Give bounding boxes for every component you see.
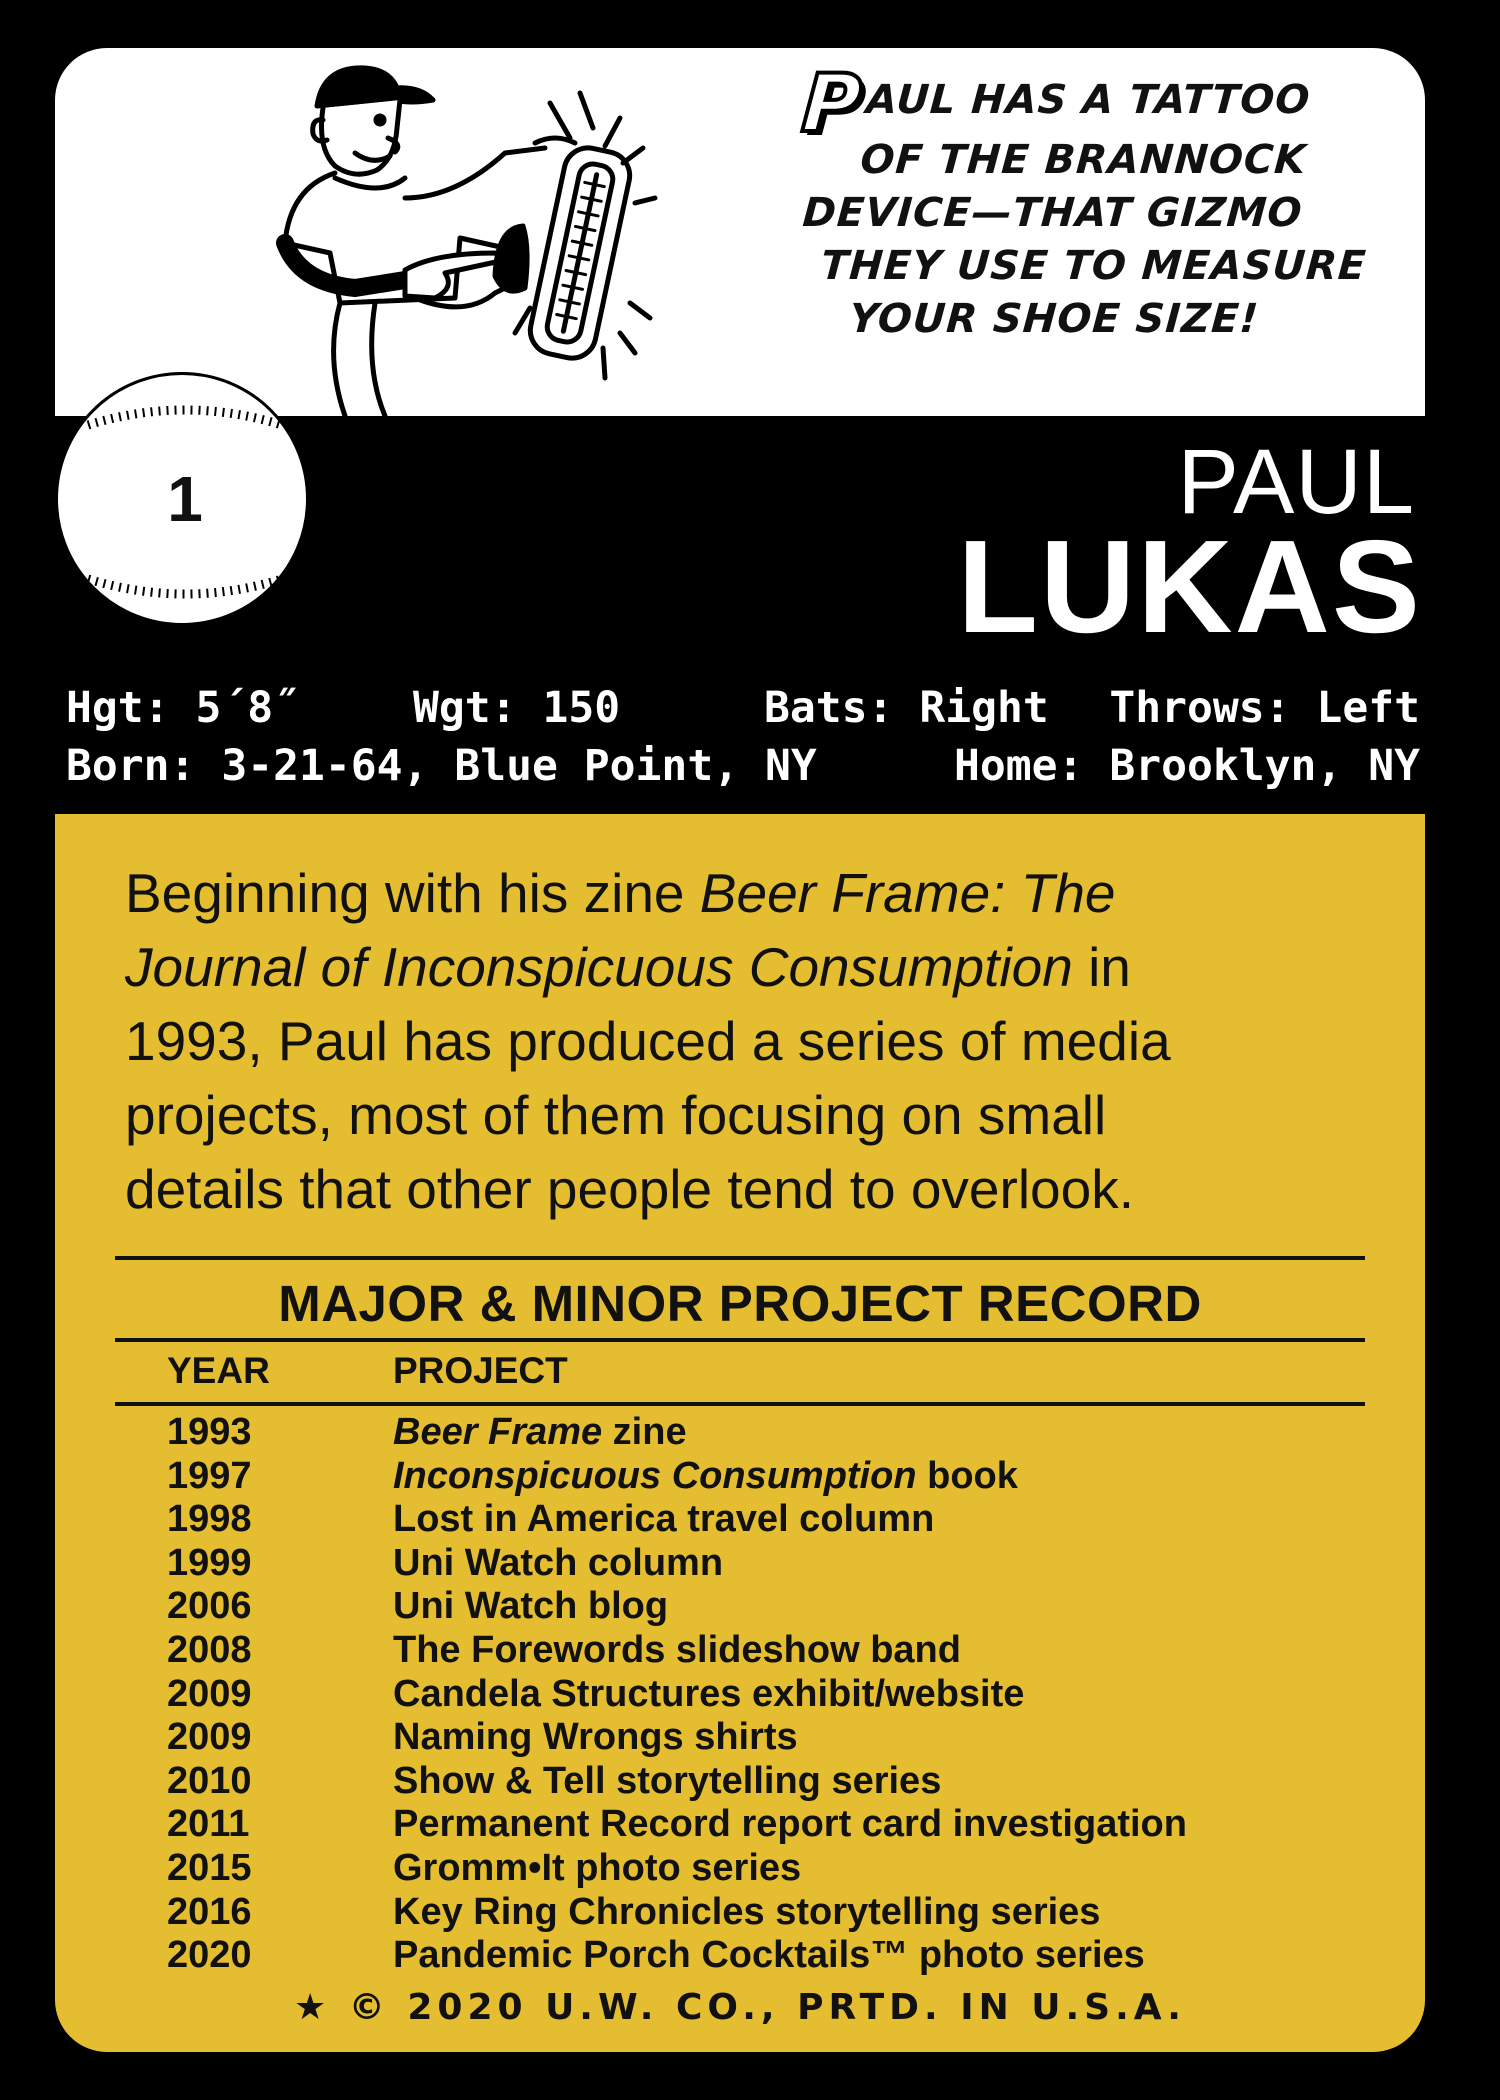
row-year: 2020 bbox=[167, 1934, 252, 1977]
bio-line: 1993, Paul has produced a series of media bbox=[125, 1010, 1171, 1072]
row-project-text: Gromm•It photo series bbox=[393, 1847, 802, 1889]
table-row bbox=[55, 1802, 1425, 1846]
card-number: 1 bbox=[167, 463, 203, 535]
row-project bbox=[393, 1628, 961, 1672]
column-header-project: PROJECT bbox=[393, 1350, 568, 1391]
row-year: 1993 bbox=[167, 1411, 252, 1453]
row-project-text: Uni Watch column bbox=[393, 1541, 724, 1584]
caption-line: AUL HAS A TATTOO bbox=[864, 77, 1312, 123]
row-project bbox=[393, 1802, 1187, 1846]
row-project bbox=[393, 1541, 723, 1585]
row-year: 2008 bbox=[167, 1629, 252, 1671]
caption-line: YOUR SHOE SIZE! bbox=[847, 296, 1261, 342]
table-row bbox=[55, 1759, 1425, 1803]
row-project bbox=[393, 1846, 801, 1890]
caption-line: OF THE BRANNOCK bbox=[858, 137, 1308, 183]
row-year: 2006 bbox=[167, 1585, 252, 1628]
row-year: 2016 bbox=[167, 1890, 252, 1933]
last-name: LUKAS bbox=[957, 513, 1422, 660]
row-project bbox=[393, 1672, 1024, 1716]
first-name: PAUL bbox=[1177, 431, 1415, 533]
row-year: 2010 bbox=[167, 1759, 252, 1802]
cartoon-caption bbox=[785, 57, 1404, 346]
bio-text bbox=[125, 856, 1385, 1226]
divider bbox=[115, 1402, 1365, 1406]
column-header-year: YEAR bbox=[167, 1350, 270, 1391]
row-project bbox=[393, 1759, 941, 1803]
divider bbox=[115, 1338, 1365, 1342]
record-panel bbox=[55, 814, 1425, 2052]
table-row bbox=[55, 1672, 1425, 1716]
row-project bbox=[393, 1497, 934, 1541]
bio-text-italic: Journal of Inconspicuous Consumption bbox=[125, 936, 1073, 998]
row-project-text: zine bbox=[602, 1411, 687, 1453]
row-year: 1999 bbox=[167, 1541, 252, 1584]
stat-bats: Bats: Right bbox=[764, 683, 1049, 733]
caption-line: THEY USE TO MEASURE bbox=[819, 243, 1368, 289]
row-year: 2011 bbox=[167, 1803, 250, 1846]
row-project-text: The Forewords slideshow band bbox=[393, 1629, 961, 1671]
caption-line: DEVICE—THAT GIZMO bbox=[801, 190, 1305, 236]
row-project bbox=[393, 1454, 1018, 1498]
row-project-text: Show & Tell storytelling series bbox=[393, 1759, 942, 1802]
row-project-text: Uni Watch blog bbox=[393, 1585, 669, 1628]
row-project-italic: Inconspicuous Consumption bbox=[393, 1454, 917, 1497]
row-project bbox=[393, 1410, 687, 1454]
bio-text-part: in bbox=[1072, 936, 1131, 998]
table-row bbox=[55, 1890, 1425, 1934]
row-project bbox=[393, 1715, 798, 1759]
copyright-footer: ★ © 2020 U.W. CO., PRTD. IN U.S.A. bbox=[294, 1987, 1186, 2028]
table-row bbox=[55, 1846, 1425, 1890]
baseball-icon bbox=[55, 372, 309, 626]
cartoon-player-icon bbox=[205, 48, 765, 416]
table-row bbox=[55, 1584, 1425, 1628]
row-project-text: Permanent Record report card investigation bbox=[393, 1803, 1187, 1846]
bio-line: details that other people tend to overlook. bbox=[125, 1158, 1135, 1220]
row-year: 1997 bbox=[167, 1454, 252, 1497]
row-project-text: Key Ring Chronicles storytelling series bbox=[393, 1890, 1101, 1933]
row-project-text: Candela Structures exhibit/website bbox=[393, 1672, 1025, 1715]
row-project-text: Pandemic Porch Cocktails™ photo series bbox=[393, 1934, 1145, 1977]
row-project-text: Lost in America travel column bbox=[393, 1498, 935, 1541]
row-project bbox=[393, 1584, 668, 1628]
row-project-text: Naming Wrongs shirts bbox=[393, 1716, 798, 1759]
row-year: 1998 bbox=[167, 1498, 252, 1541]
cartoon-panel bbox=[55, 48, 1425, 416]
table-row bbox=[55, 1933, 1425, 1977]
stat-born: Born: 3-21-64, Blue Point, NY bbox=[66, 741, 817, 791]
table-row bbox=[55, 1715, 1425, 1759]
row-project bbox=[393, 1933, 1145, 1977]
row-project-italic: Beer Frame bbox=[393, 1411, 603, 1453]
table-row bbox=[55, 1410, 1425, 1454]
table-row bbox=[55, 1541, 1425, 1585]
row-year: 2009 bbox=[167, 1672, 252, 1715]
stat-home: Home: Brooklyn, NY bbox=[954, 741, 1420, 791]
row-year: 2009 bbox=[167, 1716, 252, 1759]
stat-weight: Wgt: 150 bbox=[413, 683, 621, 733]
divider bbox=[115, 1256, 1365, 1260]
row-project bbox=[393, 1890, 1100, 1934]
table-row bbox=[55, 1497, 1425, 1541]
stat-height: Hgt: 5´8˝ bbox=[66, 683, 299, 733]
table-row bbox=[55, 1454, 1425, 1498]
row-project-text: book bbox=[916, 1454, 1018, 1497]
table-row bbox=[55, 1628, 1425, 1672]
bio-text-part: Beginning with his zine bbox=[125, 862, 700, 924]
stat-throws: Throws: Left bbox=[1109, 683, 1420, 733]
caption-drop-cap: P bbox=[799, 57, 866, 150]
record-title: MAJOR & MINOR PROJECT RECORD bbox=[278, 1275, 1202, 1332]
bio-line: projects, most of them focusing on small bbox=[125, 1084, 1107, 1146]
bio-text-italic: Beer Frame: The bbox=[699, 862, 1116, 924]
row-year: 2015 bbox=[167, 1847, 252, 1889]
